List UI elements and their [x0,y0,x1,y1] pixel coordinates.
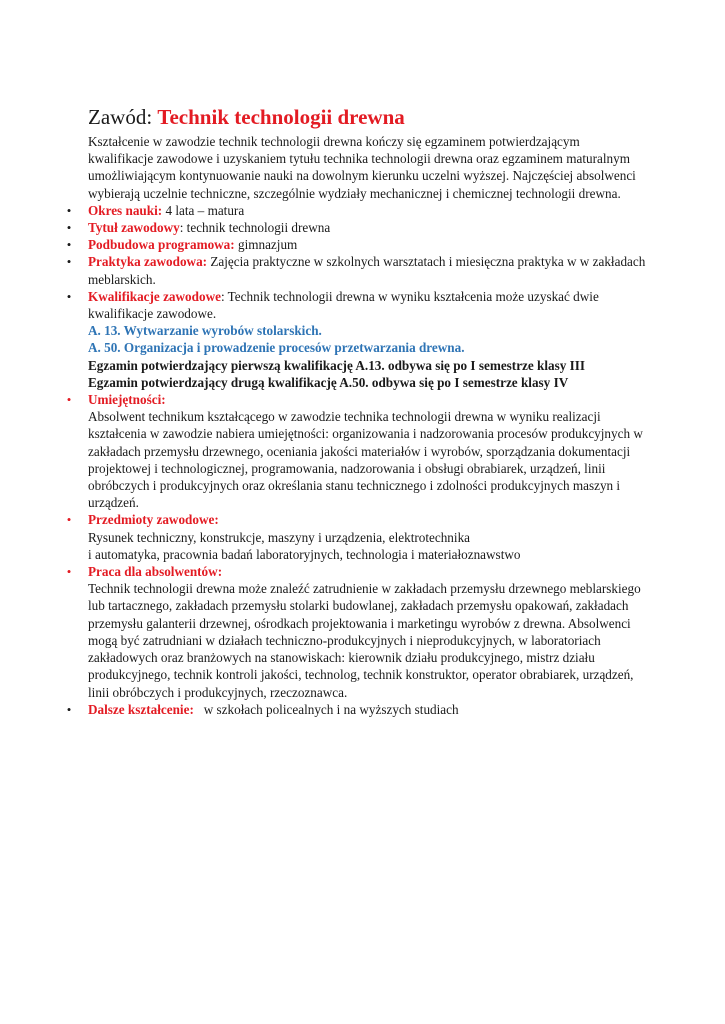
label-dalsze: Dalsze kształcenie: [88,701,194,717]
title-prefix: Zawód: [88,105,153,129]
label-podbudowa: Podbudowa programowa: [88,237,235,253]
list-item-okres-nauki [66,202,648,219]
qualification-a13: A. 13. Wytwarzanie wyrobów stolarskich. [88,323,322,339]
bullet-icon: • [66,254,72,270]
list-item-umiejetnosci [66,391,648,511]
label-umiejetnosci: Umiejętności: [88,392,166,408]
value-umiejetnosci: Absolwent technikum kształcącego w zawodzie technika technologii drewna w wyniku realizacji kształcenia w zawodzie nabiera umiejętności: organizowania i nadzorowania procesów produkcyjnych w zakładach przemysłu drzewnego, oceniania jakości materiałów i wyrobów, sporządzania dokumentacji projektowej i technologicznej, programowania, nadzorowania i obsługi obrabiarek, urządzeń, linii obróbczych i produkcyjnych oraz określania stanu technicznego i zdolności produkcyjnych maszyn i urządzeń. [88,409,643,511]
value-przedmioty-line1: Rysunek techniczny, konstrukcje, maszyny i urządzenia, elektrotechnika [88,529,471,545]
value-dalsze: w szkołach policealnych i na wyższych studiach [193,701,459,717]
label-praca-text: Praca dla absolwentów [88,564,218,580]
bullet-icon: • [66,564,72,580]
value-praktyka: Zajęcia praktyczne w szkolnych warsztatach i miesięczna praktyka w w zakładach meblarskich. [88,254,646,287]
bullet-icon: • [66,701,72,717]
label-tytul-zawodowy: Tytuł zawodowy [88,220,180,236]
list-item-praktyka [66,253,648,287]
value-praca: Technik technologii drewna może znaleźć zatrudnienie w zakładach przemysłu drzewnego meblarskiego lub tartacznego, zakładach przemysłu stolarki budowlanej, zakładach przemysłu opakowań, zakładach przemysłu galanterii drzewnej, ośrodkach projektowania i marketingu wyrobów z drewna. Absolwenci mogą być zatrudniani w działach techniczno-produkcyjnych i nieprodukcyjnych, w laboratoriach zakładowych oraz branżowych na stanowiskach: kierownik działu produkcyjnego, mistrz działu produkcyjnego, technik kontroli jakości, technolog, technik konstruktor, operator obrabiarek, urządzeń, linii obróbczych i produkcyjnych, rzeczoznawca. [88,581,641,700]
bullet-icon: • [66,202,72,218]
bullet-icon: • [66,237,72,253]
value-podbudowa: gimnazjum [234,237,298,253]
label-przedmioty: Przedmioty zawodowe: [88,512,219,528]
list-item-podbudowa [66,236,648,253]
bullet-icon: • [66,392,72,408]
list-item-kwalifikacje [66,288,648,391]
label-kwalifikacje: Kwalifikacje zawodowe [88,288,221,304]
qualification-a50: A. 50. Organizacja i prowadzenie procesów przetwarzania drewna. [88,340,465,356]
label-praktyka: Praktyka zawodowa: [88,254,208,270]
label-praca-colon: : [217,564,223,580]
list-item-dalsze-ksztalcenie [66,701,648,718]
title-profession: Technik technologii drewna [157,105,405,129]
value-okres-nauki: 4 lata – matura [162,202,245,218]
value-tytul-zawodowy: : technik technologii drewna [179,220,331,236]
intro-paragraph: Kształcenie w zawodzie technik technologii drewna kończy się egzaminem potwierdzającym kwalifikacje zawodowe i uzyskaniem tytułu technika technologii drewna oraz egzaminem maturalnym umożliwiającym kontynuowanie nauki na dowolnym kierunku uczelni wyższej. Najczęściej absolwenci wybierają uczelnie techniczne, szczególnie wydziały mechanicznej i chemicznej technologii drewna. [88,134,636,201]
exam-first-qualification: Egzamin potwierdzający pierwszą kwalifikację A.13. odbywa się po I semestrze klasy III [88,357,586,373]
bullet-icon: • [66,288,72,304]
value-przedmioty-line2: i automatyka, pracownia badań laboratoryjnych, technologia i materiałoznawstwo [88,546,521,562]
label-okres-nauki: Okres nauki: [88,202,163,218]
list-item-tytul-zawodowy [66,219,648,236]
document-page [66,104,648,718]
exam-second-qualification: Egzamin potwierdzający drugą kwalifikację A.50. odbywa się po I semestrze klasy IV [88,374,569,390]
page-title [88,104,648,130]
list-item-przedmioty [66,511,648,563]
bullet-icon: • [66,512,72,528]
list-item-praca [66,563,648,701]
info-list [66,202,648,718]
bullet-icon: • [66,220,72,236]
value-kwalifikacje: : Technik technologii drewna w wyniku kształcenia może uzyskać dwie kwalifikacje zawodowe. [88,288,599,322]
label-praca [88,563,648,580]
